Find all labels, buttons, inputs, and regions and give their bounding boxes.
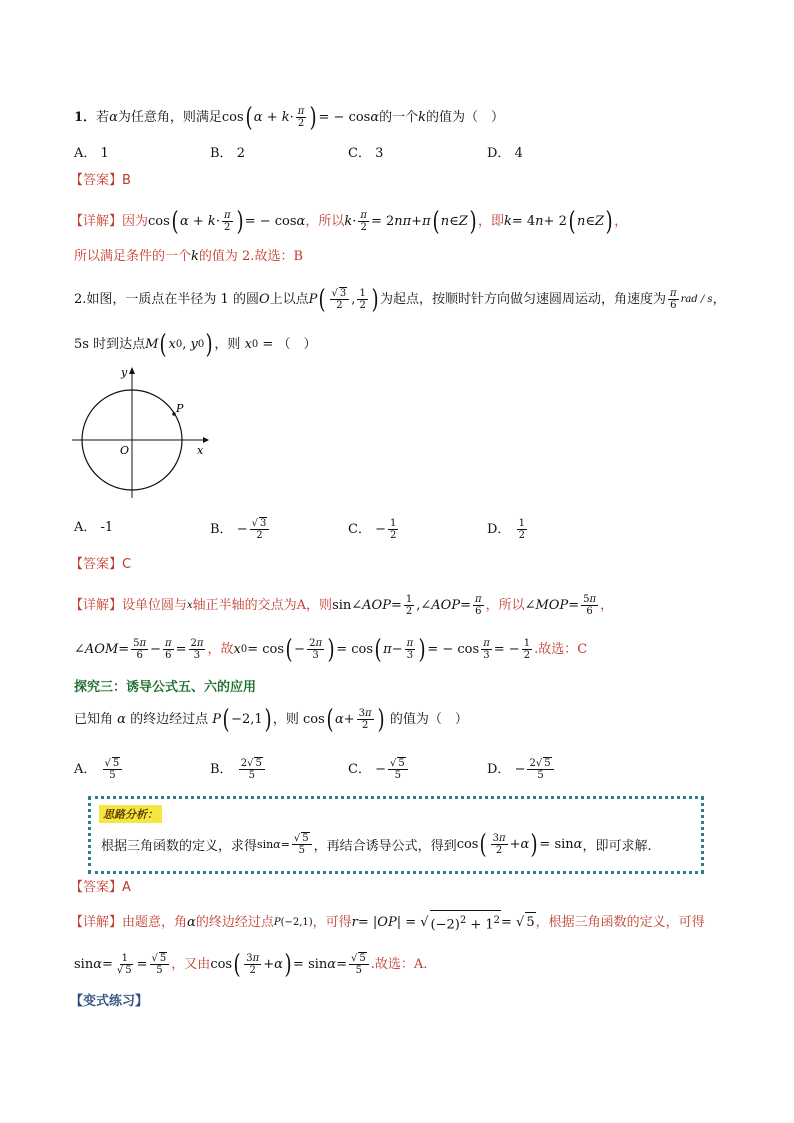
x-axis-arrow xyxy=(203,437,209,443)
q2-stem: 2.如图，一质点在半径为 1 的圆 O 上以点 P ( $\frac{√ 3}{2}$ , $\frac{1}{2}$ ) 为起点，按顺时针方向做匀速圆周运动，角速度为 $\frac{\pi}{6}$ rad / s ， xyxy=(74,284,726,315)
q3-option-b[interactable]: B． $\frac{2√ 5}{5}$ xyxy=(210,758,267,781)
q2-answer: 【答案】 C xyxy=(70,557,132,572)
label-o: O xyxy=(120,444,130,457)
q3-answer: 【答案】 A xyxy=(70,880,131,895)
label-p: P xyxy=(176,402,184,415)
hint-text: 根据三角函数的定义，求得 sin α = $\frac{√ 5}{5}$ ，再结合诱导公式，得到 cos ( $\frac{3\pi}{2}$ + α ) = sin α ，即可求解. xyxy=(101,829,652,860)
q1-option-c[interactable]: C． 3 xyxy=(348,146,384,161)
q3-option-d[interactable]: D． − $\frac{2√ 5}{5}$ xyxy=(487,758,556,781)
q1-formula: cos ( α + k · $\frac{\pi}{2}$ ) = − cos α xyxy=(221,102,380,133)
q2-detail-line2: ∠ AOM = $\frac{5\pi}{6}$ − $\frac{\pi}{6}$ = $\frac{2\pi}{3}$ ，故 x 0 = cos ( − $\frac{2\pi}{3}$ ) = cos ( π − $\frac{\pi}{3}$ ) = − cos $\frac{\pi}{3}$ = − $\frac{1}{2}$ .故选：C xyxy=(74,634,588,665)
q1-option-d[interactable]: D． 4 xyxy=(487,146,523,161)
q2-option-b[interactable]: B． − $\frac{√ 3}{2}$ xyxy=(210,518,271,541)
q2-option-d[interactable]: D． $\frac{1}{2}$ xyxy=(487,518,525,541)
footer-label: 【变式练习】 xyxy=(70,994,149,1009)
hint-box xyxy=(88,796,704,874)
y-axis-arrow xyxy=(129,367,135,374)
q1-stem: 1． 若 α 为任意角，则满足 cos ( α + k · $\frac{\pi}{2}$ ) = − cos α 的一个 k 的值为（ ） xyxy=(74,102,505,133)
q1-answer: 【答案】 B xyxy=(70,173,131,188)
unit-circle-figure xyxy=(68,362,213,502)
q1-detail: 【详解】 因为 cos ( α + k · $\frac{\pi}{2}$ ) = − cos α ，所以 k · $\frac{\pi}{2}$ = 2 nπ + π ( n ∈ Z ) ，即 k = 4 n + 2 ( n ∈ Z ) ， xyxy=(70,206,628,237)
q3-option-c[interactable]: C． − $\frac{√ 5}{5}$ xyxy=(348,758,410,781)
label-y: y xyxy=(121,366,128,379)
q3-detail-line2: sin α = $\frac{1}{√ 5}$ = $\frac{√ 5}{5}$ ，又由 cos ( $\frac{3\pi}{2}$ + α ) = sin α = $\frac{√ 5}{5}$ .故选：A. xyxy=(74,949,428,980)
q2-detail: 【详解】 设单位圆与 x 轴正半轴的交点为A，则 sin∠ AOP = $\frac{1}{2}$ ,∠ AOP = $\frac{\pi}{6}$ ，所以 ∠ MOP = $\frac{5\pi}{6}$ ， xyxy=(70,594,614,617)
q3-option-a[interactable]: A． $\frac{√ 5}{5}$ xyxy=(74,758,124,781)
q2-stem-line2: 5s 时到达点 M ( x 0 , y 0 ) ，则 x 0 = （ ） xyxy=(74,330,317,360)
q2-option-a[interactable]: A． -1 xyxy=(74,520,114,535)
q3-stem: 已知角 α 的终边经过点 P ( −2,1 ) ，则 cos ( α + $\frac{3\pi}{2}$ ) 的值为（ ） xyxy=(74,704,468,735)
hint-tag: 思路分析： xyxy=(99,805,162,823)
q1-detail-line2: 所以满足条件的一个 k 的值为 2.故选：B xyxy=(74,249,303,264)
section-title: 探究三：诱导公式五、六的应用 xyxy=(74,680,257,695)
q1-option-b[interactable]: B． 2 xyxy=(210,146,245,161)
q2-option-c[interactable]: C． − $\frac{1}{2}$ xyxy=(348,518,397,541)
label-x: x xyxy=(197,444,204,457)
q1-option-a[interactable]: A． 1 xyxy=(74,146,109,161)
q3-detail: 【详解】 由题意，角 α 的终边经过点 P(−2,1) ，可得 r = | OP | = √ $(-2)^2 + 1^2$ = √ 5 ，根据三角函数的定义，可得 xyxy=(70,910,705,935)
q1-number: 1． xyxy=(74,109,97,125)
